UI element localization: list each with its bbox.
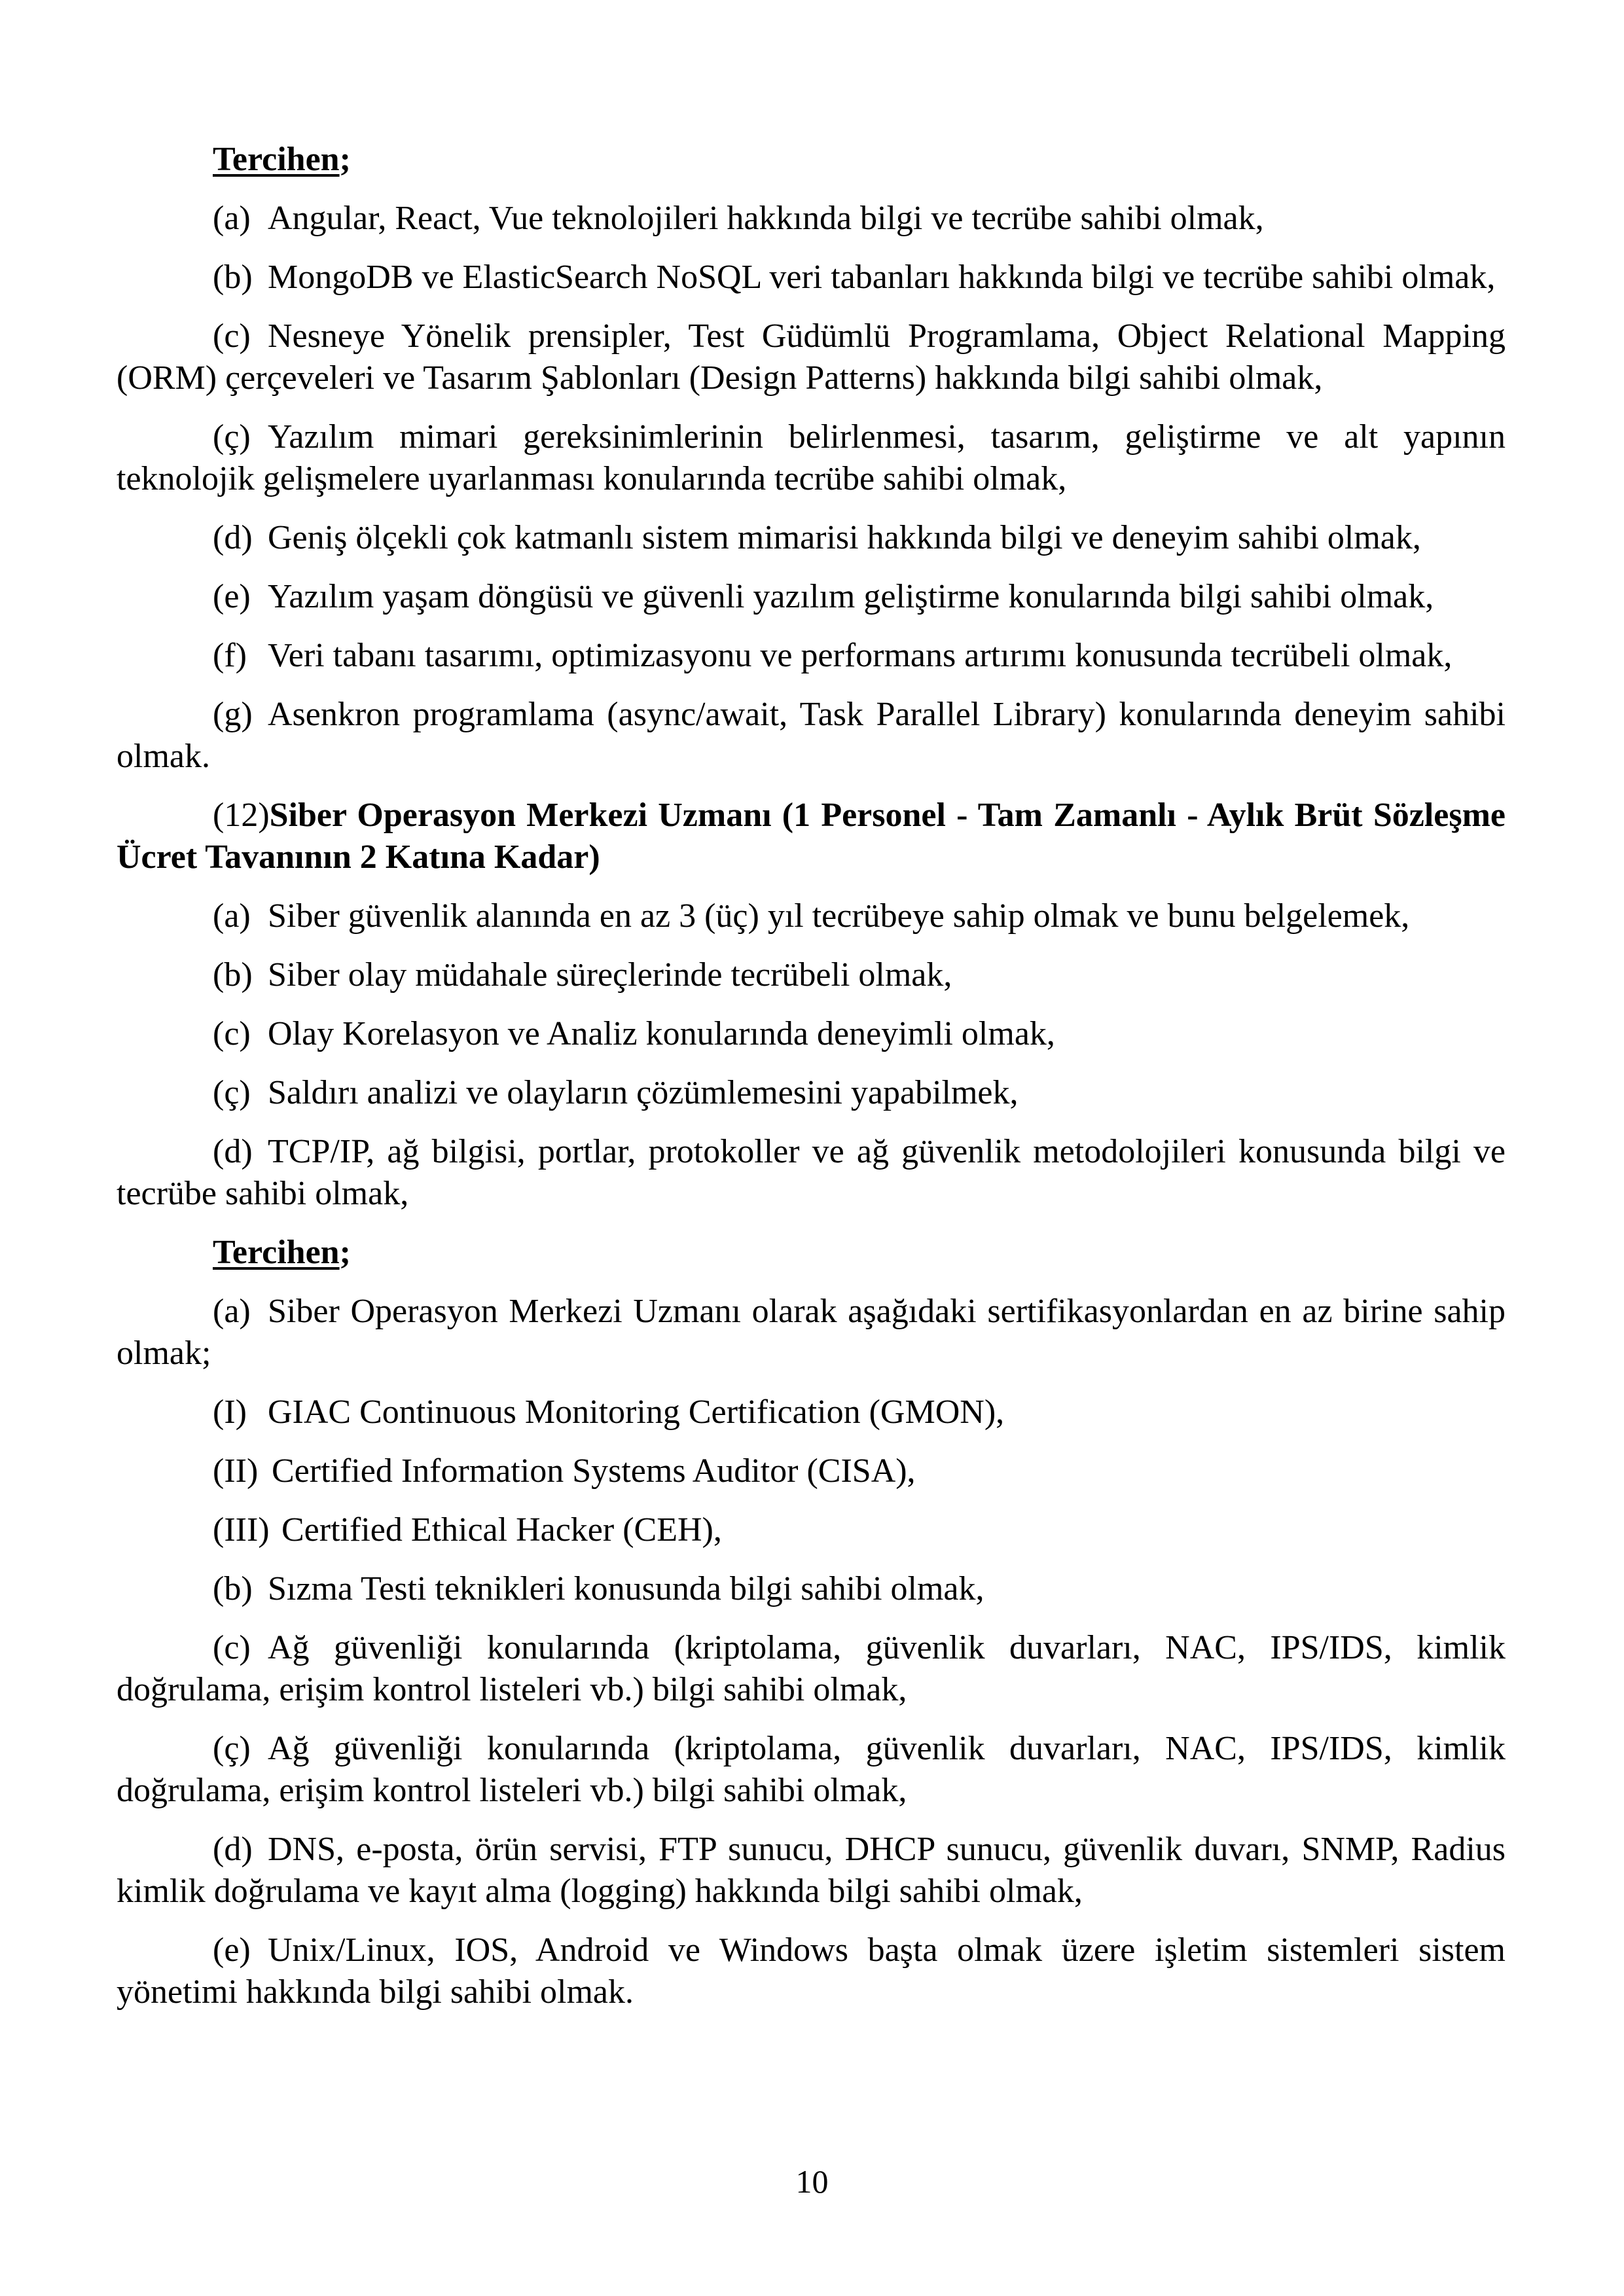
list-item-text: Siber Operasyon Merkezi Uzmanı olarak aşağıdaki sertifikasyonlardan en az birine sahip olmak; [117, 1293, 1506, 1372]
list-item [117, 1391, 1506, 1433]
heading-label: Tercihen [213, 141, 340, 178]
list-item-text: Certified Information Systems Auditor (CISA), [272, 1452, 916, 1490]
list-item-text: MongoDB ve ElasticSearch NoSQL veri tabanları hakkında bilgi ve tecrübe sahibi olmak, [268, 259, 1496, 296]
list-item-text: TCP/IP, ağ bilgisi, portlar, protokoller ve ağ güvenlik metodolojileri konusunda bilgi ve tecrübe sahibi olmak, [117, 1133, 1506, 1212]
heading-suffix: ; [339, 141, 351, 178]
list-item [117, 1627, 1506, 1711]
list-item-text: Unix/Linux, IOS, Android ve Windows başta olmak üzere işletim sistemleri sistem yönetimi hakkında bilgi sahibi olmak. [117, 1931, 1506, 2011]
list-item-text: Saldırı analizi ve olayların çözümlemesini yapabilmek, [268, 1074, 1019, 1111]
list-item-text: Geniş ölçekli çok katmanlı sistem mimarisi hakkında bilgi ve deneyim sahibi olmak, [268, 519, 1421, 556]
list-item-marker: (b) [213, 1570, 253, 1607]
list-item [117, 895, 1506, 937]
list-item-marker: (e) [213, 578, 251, 615]
list-item [117, 1072, 1506, 1114]
list-item [117, 1450, 1506, 1492]
list-item-text: Angular, React, Vue teknolojileri hakkında bilgi ve tecrübe sahibi olmak, [268, 200, 1264, 237]
section-heading-tercihen [117, 139, 1506, 181]
list-item-marker: (e) [213, 1931, 251, 1969]
list-item-text: Olay Korelasyon ve Analiz konularında deneyimli olmak, [268, 1015, 1055, 1052]
heading-suffix: ; [339, 1234, 351, 1271]
list-item [117, 517, 1506, 559]
list-item-text: Siber olay müdahale süreçlerinde tecrübeli olmak, [268, 956, 952, 994]
list-item-marker: (b) [213, 259, 253, 296]
list-item-text: Sızma Testi teknikleri konusunda bilgi sahibi olmak, [268, 1570, 984, 1607]
list-item-text: Siber güvenlik alanında en az 3 (üç) yıl tecrübeye sahip olmak ve bunu belgelemek, [268, 897, 1410, 935]
list-item [117, 416, 1506, 500]
list-item [117, 694, 1506, 778]
list-item-marker: (a) [213, 200, 251, 237]
list-item-text: Veri tabanı tasarımı, optimizasyonu ve performans artırımı konusunda tecrübeli olmak, [268, 637, 1453, 674]
list-item [117, 576, 1506, 618]
numbered-section-heading [117, 795, 1506, 878]
list-item [117, 1728, 1506, 1812]
list-item-marker: (b) [213, 956, 253, 994]
list-item-marker: (a) [213, 1293, 251, 1330]
list-item-text: Asenkron programlama (async/await, Task Parallel Library) konularında deneyim sahibi olmak. [117, 696, 1506, 775]
list-item [117, 1829, 1506, 1912]
list-item-text: Ağ güvenliği konularında (kriptolama, güvenlik duvarları, NAC, IPS/IDS, kimlik doğrulama, erişim kontrol listeleri vb.) bilgi sahibi olmak, [117, 1629, 1506, 1708]
list-item [117, 1013, 1506, 1055]
heading-label: Tercihen [213, 1234, 340, 1271]
document-body [117, 139, 1506, 2030]
list-item-text: Nesneye Yönelik prensipler, Test Güdümlü Programlama, Object Relational Mapping (ORM) çerçeveleri ve Tasarım Şablonları (Design Patterns) hakkında bilgi sahibi olmak, [117, 317, 1506, 397]
list-item-marker: (ç) [213, 1074, 251, 1111]
page-number: 10 [795, 2163, 829, 2200]
list-item-marker: (d) [213, 519, 253, 556]
list-item-marker: (d) [213, 1133, 253, 1170]
list-item-text: DNS, e-posta, örün servisi, FTP sunucu, DHCP sunucu, güvenlik duvarı, SNMP, Radius kimlik doğrulama ve kayıt alma (logging) hakkında bilgi sahibi olmak, [117, 1831, 1506, 1910]
list-item-marker: (ç) [213, 418, 251, 456]
list-item [117, 954, 1506, 996]
list-item-text: Ağ güvenliği konularında (kriptolama, güvenlik duvarları, NAC, IPS/IDS, kimlik doğrulama, erişim kontrol listeleri vb.) bilgi sahibi olmak, [117, 1730, 1506, 1809]
list-item-marker: (g) [213, 696, 253, 733]
list-item [117, 1291, 1506, 1374]
list-item-marker: (c) [213, 1015, 251, 1052]
list-item-text: GIAC Continuous Monitoring Certification (GMON), [268, 1393, 1005, 1431]
list-item-marker: (I) [213, 1393, 247, 1431]
list-item-marker: (a) [213, 897, 251, 935]
list-item-marker: (c) [213, 317, 251, 355]
list-item [117, 315, 1506, 399]
list-item-marker: (d) [213, 1831, 253, 1868]
list-item-text: Yazılım yaşam döngüsü ve güvenli yazılım geliştirme konularında bilgi sahibi olmak, [268, 578, 1434, 615]
list-item-text: Yazılım mimari gereksinimlerinin belirlenmesi, tasarım, geliştirme ve alt yapının teknolojik gelişmelere uyarlanması konularında tecrübe sahibi olmak, [117, 418, 1506, 497]
list-item [117, 635, 1506, 677]
list-item [117, 1131, 1506, 1215]
section-title: Siber Operasyon Merkezi Uzmanı (1 Personel - Tam Zamanlı - Aylık Brüt Sözleşme Ücret Tavanının 2 Katına Kadar) [117, 797, 1506, 876]
list-item-marker: (III) [213, 1511, 270, 1549]
list-item [117, 1568, 1506, 1610]
list-item [117, 257, 1506, 298]
list-item [117, 198, 1506, 240]
list-item-marker: (f) [213, 637, 247, 674]
section-number: (12) [213, 797, 270, 834]
list-item [117, 1509, 1506, 1551]
section-heading-tercihen [117, 1232, 1506, 1274]
list-item-marker: (ç) [213, 1730, 251, 1767]
list-item [117, 1929, 1506, 2013]
list-item-text: Certified Ethical Hacker (CEH), [281, 1511, 722, 1549]
list-item-marker: (II) [213, 1452, 259, 1490]
list-item-marker: (c) [213, 1629, 251, 1666]
